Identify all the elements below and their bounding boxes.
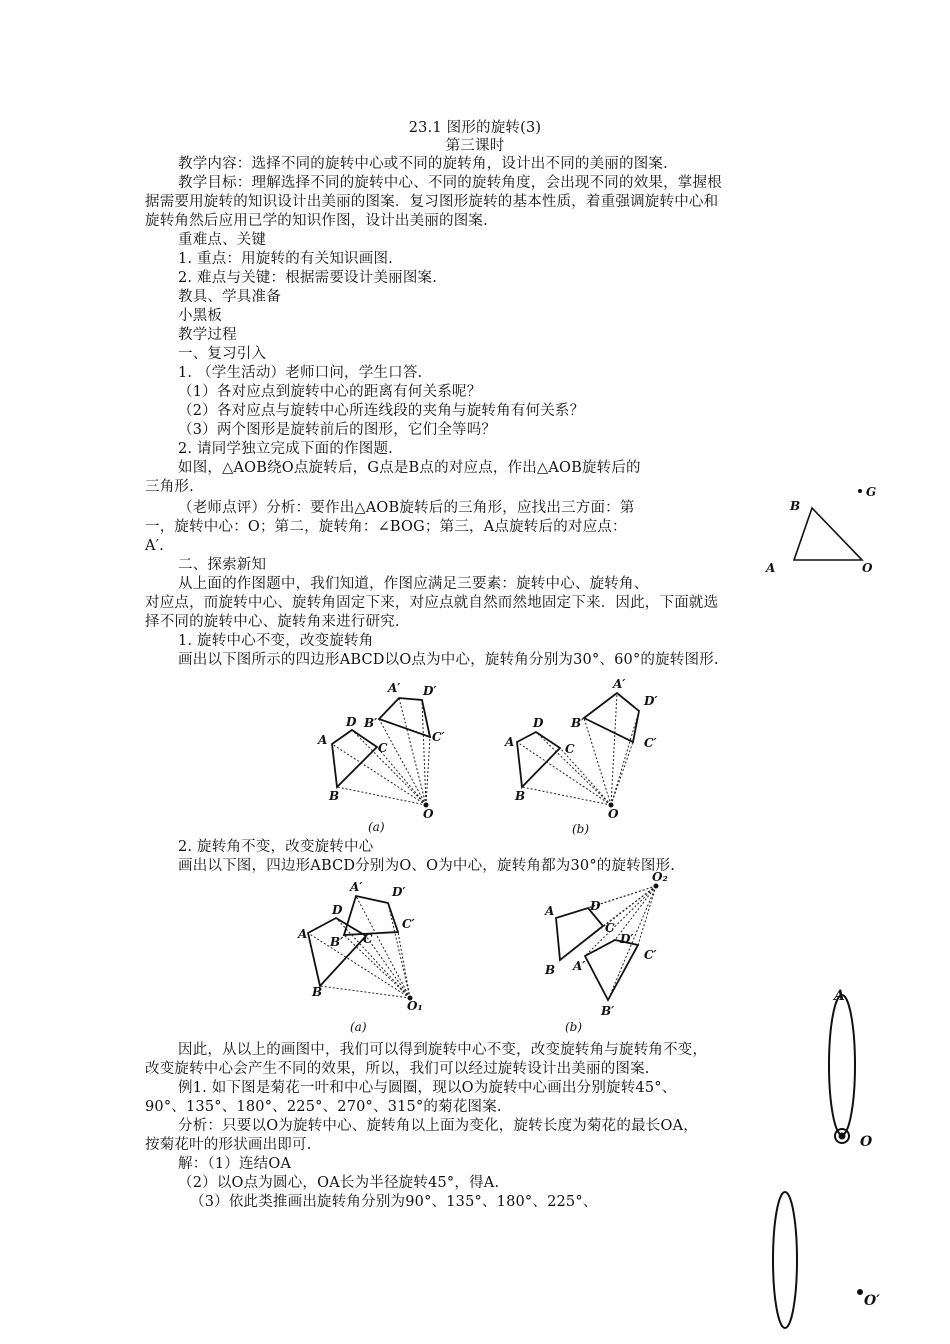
text-line: 教学内容：选择不同的旋转中心或不同的旋转角，设计出不同的美丽的图案.: [178, 156, 668, 172]
text-line: 教具、学具准备: [178, 289, 281, 305]
text-line: 教学目标：理解选择不同的旋转中心、不同的旋转角度，会出现不同的效果，掌握根: [178, 175, 722, 191]
svg-text:A: A: [298, 927, 308, 941]
label-o: O: [862, 561, 873, 575]
triangle-aob: [794, 508, 862, 560]
text-line: 分析：只要以O为旋转中心、旋转角以上面为变化，旋转长度为菊花的最长OA，: [178, 1118, 698, 1134]
caption-b: (b): [565, 1020, 583, 1034]
text-line: 2. 旋转角不变，改变旋转中心: [178, 839, 374, 855]
svg-text:C′: C′: [432, 730, 445, 744]
svg-text:D′: D′: [392, 885, 406, 899]
text-line: 画出以下图所示的四边形ABCD以O点为中心，旋转角分别为30°、60°的旋转图形.: [178, 652, 719, 668]
text-line: 1. 重点：用旋转的有关知识画图.: [178, 251, 393, 267]
svg-text:C: C: [605, 921, 615, 935]
svg-text:B: B: [545, 963, 556, 977]
svg-text:C: C: [363, 932, 373, 946]
svg-text:D′: D′: [644, 694, 658, 708]
svg-text:B′: B′: [330, 935, 344, 949]
text-line: （2）以O点为圆心，OA长为半径旋转45°，得A.: [178, 1175, 500, 1191]
flower-leaf-figure: [820, 980, 880, 1160]
text-line: 解：（1）连结OA: [178, 1156, 292, 1172]
svg-text:A: A: [545, 904, 555, 918]
svg-text:O₁: O₁: [407, 999, 423, 1013]
svg-text:O₂: O₂: [652, 870, 668, 884]
page-subtitle: 第三课时: [445, 138, 505, 154]
page-title: 23.1 图形的旋转(3): [408, 120, 542, 136]
text-line: 二、探索新知: [178, 557, 267, 573]
rotation-figure-2b: [535, 870, 685, 1020]
text-line: 改变旋转中心会产生不同的效果，所以，我们可以经过旋转设计出美丽的图案.: [145, 1061, 650, 1077]
svg-text:B: B: [312, 985, 323, 999]
text-line: 择不同的旋转中心、旋转角来进行研究.: [145, 614, 400, 630]
svg-text:A′: A′: [573, 959, 586, 973]
flower-leaf-figure-2: [760, 1185, 890, 1335]
text-line: 小黑板: [178, 308, 223, 324]
svg-text:D: D: [332, 903, 343, 917]
svg-text:A′: A′: [613, 677, 626, 691]
svg-text:C: C: [378, 741, 388, 755]
rotation-figure-2a: [290, 880, 450, 1020]
svg-text:D: D: [346, 715, 357, 729]
caption-a: (a): [368, 820, 385, 834]
svg-text:C′: C′: [402, 917, 415, 931]
text-line: 一、复习引入: [178, 346, 267, 362]
svg-text:A: A: [834, 988, 845, 1004]
text-line: （2）各对应点与旋转中心所连线段的夹角与旋转角有何关系？: [178, 403, 585, 419]
svg-text:A′: A′: [350, 880, 363, 894]
text-line: 90°、135°、180°、225°、270°、315°的菊花图案.: [145, 1099, 502, 1115]
text-line: 重难点、关键: [178, 232, 267, 248]
svg-text:O: O: [608, 807, 619, 821]
point-g: [858, 489, 862, 493]
text-line: （1）各对应点到旋转中心的距离有何关系呢？: [178, 384, 482, 400]
text-line: 旋转角然后应用已学的知识作图，设计出美丽的图案.: [145, 213, 488, 229]
text-line: 2. 难点与关键：根据需要设计美丽图案.: [178, 270, 438, 286]
text-line: 一，旋转中心：O；第二，旋转角：∠BOG；第三，A点旋转后的对应点：: [145, 519, 627, 535]
text-line: 教学过程: [178, 327, 237, 343]
caption-a: (a): [350, 1020, 367, 1034]
svg-text:A: A: [318, 733, 328, 747]
text-line: 三角形.: [145, 479, 194, 495]
text-line: 如图，△AOB绕O点旋转后，G点是B点的对应点，作出△AOB旋转后的: [178, 460, 641, 476]
text-line: 1. （学生活动）老师口问，学生口答.: [178, 365, 423, 381]
label-g: G: [866, 485, 877, 499]
label-a: A: [766, 561, 776, 575]
svg-text:B′: B′: [601, 1004, 615, 1018]
svg-text:D′: D′: [423, 684, 437, 698]
text-line: 因此，从以上的画图中，我们可以得到旋转中心不变，改变旋转角与旋转角不变，: [178, 1042, 708, 1058]
text-line: （3）两个图形是旋转前后的图形，它们全等吗？: [178, 422, 497, 438]
svg-text:O: O: [423, 807, 434, 821]
text-line: 据需要用旋转的知识设计出美丽的图案．复习图形旋转的基本性质，着重强调旋转中心和: [145, 194, 719, 210]
text-line: 对应点，而旋转中心、旋转角固定下来，对应点就自然而然地固定下来．因此，下面就选: [145, 595, 719, 611]
label-b: B: [790, 499, 801, 513]
svg-text:B′: B′: [364, 716, 378, 730]
text-line: （3）依此类推画出旋转角分别为90°、135°、180°、225°、: [190, 1194, 598, 1210]
text-line: （老师点评）分析：要作出△AOB旋转后的三角形，应找出三方面：第: [178, 500, 635, 516]
triangle-aob-figure: [760, 480, 890, 580]
svg-text:O′: O′: [864, 1293, 880, 1309]
svg-text:D: D: [590, 899, 601, 913]
text-line: A′.: [145, 538, 164, 554]
svg-text:D′: D′: [620, 932, 634, 946]
text-line: 画出以下图，四边形ABCD分别为O、O为中心，旋转角都为30°的旋转图形.: [178, 858, 676, 874]
svg-text:B′: B′: [571, 716, 585, 730]
caption-b: (b): [572, 822, 590, 836]
text-line: 1. 旋转中心不变，改变旋转角: [178, 633, 374, 649]
svg-text:C′: C′: [644, 736, 657, 750]
svg-text:C′: C′: [644, 948, 657, 962]
svg-text:B: B: [515, 789, 526, 803]
svg-text:A: A: [505, 735, 515, 749]
svg-text:D: D: [533, 716, 544, 730]
svg-text:B: B: [329, 789, 340, 803]
svg-text:A′: A′: [388, 681, 401, 695]
svg-text:O: O: [860, 1134, 873, 1150]
text-line: 例1. 如下图是菊花一叶和中心与圆圈，现以O为旋转中心画出分别旋转45°、: [178, 1080, 677, 1096]
svg-text:C: C: [565, 742, 575, 756]
rotation-figure-1b: [490, 675, 670, 825]
text-line: 从上面的作图题中，我们知道，作图应满足三要素：旋转中心、旋转角、: [178, 576, 649, 592]
text-line: 按菊花叶的形状画出即可.: [145, 1137, 312, 1153]
text-line: 2. 请同学独立完成下面的作图题.: [178, 441, 393, 457]
rotation-figure-1a: [310, 675, 470, 825]
